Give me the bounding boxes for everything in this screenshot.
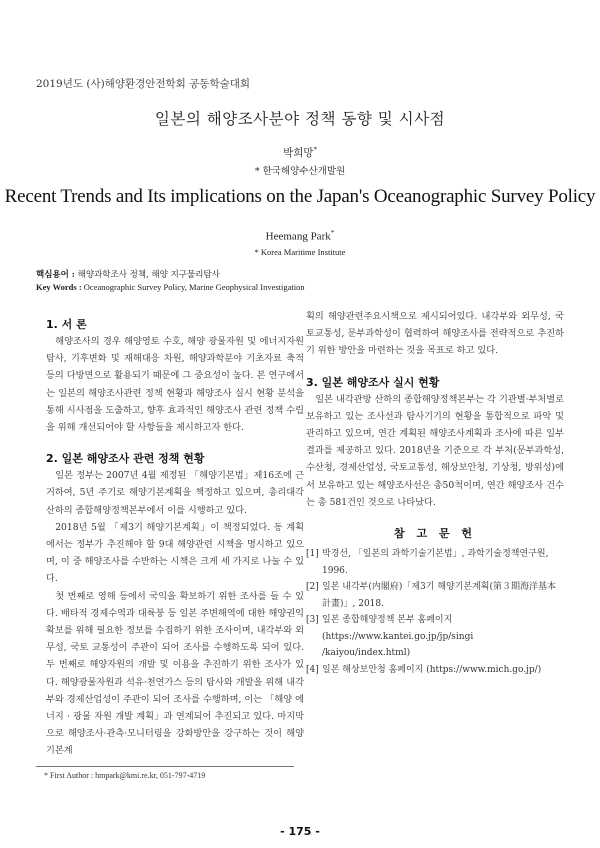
section-2-paragraph-3: 첫 번째로 영해 등에서 국익을 확보하기 위한 조사를 들 수 있다. 배타적 경제수역과 대륙붕 등 일본 주변해역에 대한 해양권익 확보를 위해 필요한 정보를 수집하기 위한 조사이며, 내각부와 외무성, 국토 교통성이 주관이 되어 조사를 수행하도록 되어 있다. 두 번째로 해양자원의 개발 및 이용을 추진하기 위한 조사가 있다. 해양광물자원과 석유·천연가스 등의 탐사와 개발을 위해 내각부와 경제산업성이 주관이 되어 조사를 수행하며, 이는 「해양 에너지 · 광물 자원 개발 계획」과 연계되어 추진되고 있다. 마지막으로 해양조사·관측·모니터링을 강화방안을 강구하는 것이 해양기본계 (46, 590, 304, 757)
reference-text: 일본 내각부(内閣府)「제3기 해양기본계획(第３期海洋基本計畫)」, 2018. (322, 582, 557, 609)
footnote: * First Author : hmpark@kmi.re.kr, 051-797-4719 (44, 771, 206, 780)
references-title: 참 고 문 헌 (394, 527, 476, 541)
korean-title: 일본의 해양조사분야 정책 동향 및 시사점 (154, 110, 446, 128)
reference-item (306, 612, 564, 662)
section-2-heading: 2. 일본 해양조사 관련 정책 현황 (46, 452, 205, 466)
korean-affiliation: * 한국해양수산개발원 (254, 166, 346, 177)
reference-text: 일본 해상보안청 홈페이지 (https://www.mich.go.jp/) (322, 664, 542, 675)
english-title: Recent Trends and Its implications on the Japan's Oceanographic Survey Policy (4, 186, 596, 207)
reference-text: 일본 종합해양정책 본부 홈페이지(https://www.kantei.go.jp/jp/singi /kaiyou/index.html) (322, 615, 474, 659)
section-3-heading: 3. 일본 해양조사 실시 현황 (306, 375, 440, 389)
korean-author-name: 박희망 (283, 147, 314, 159)
section-1-paragraph: 해양조사의 경우 해양영토 수호, 해양 광물자원 및 에너지자원 탐사, 기후변화 및 재해대응 차원, 해양과학분야 기초자료 축적 등의 다방면으로 활용되기 때문에 그 중요성이 높다. 본 연구에서는 일본의 해양조사관련 정책 현황과 해양조사 실시 현황 분석을 통해 시사점을 도출하고, 향후 효과적인 해양조사 관련 정책 수립을 위해 개선되어야 할 사항들을 제시하고자 한다. (46, 336, 304, 434)
korean-keywords (36, 268, 220, 280)
page-number: - 175 - (280, 825, 320, 838)
reference-item (306, 579, 564, 612)
reference-number: [4] (306, 664, 319, 675)
english-keywords-label: Key Words : (36, 282, 82, 292)
english-author (0, 229, 600, 243)
reference-item (306, 546, 564, 579)
korean-author (0, 145, 600, 160)
english-author-mark: * (330, 229, 335, 237)
english-keywords-text: Oceanographic Survey Policy, Marine Geophysical Investigation (83, 282, 305, 292)
reference-number: [2] (306, 582, 319, 593)
section-2-continuation: 획의 해양관련주요시책으로 제시되어있다. 내각부와 외무성, 국토교통성, 문부과학성이 협력하여 해양조사를 전략적으로 추진하기 위한 방안을 마련하는 것을 목표로 하고 있다. (306, 311, 564, 357)
right-column (306, 308, 564, 678)
reference-number: [3] (306, 615, 319, 626)
conference-header: 2019년도 (사)해양환경안전학회 공동학술대회 (36, 78, 251, 90)
english-keywords (36, 282, 305, 292)
left-column (46, 308, 304, 760)
section-2-paragraph-1: 일본 정부는 2007년 4월 제정된 「해양기본법」제16조에 근거하여, 5년 주기로 해양기본계획을 책정하고 있으며, 총리대각 산하의 종합해양정책본부에서 이를 시행하고 있다. (46, 470, 304, 516)
reference-number: [1] (306, 549, 319, 560)
reference-item (306, 662, 564, 679)
section-1-heading: 1. 서 론 (46, 318, 87, 331)
section-3-paragraph: 일본 내각관방 산하의 종합해양정책본부는 각 기관별·부처별로 보유하고 있는 조사선과 탐사기기의 현황을 통합적으로 파악 및 관리하고 있으며, 연간 계획된 해양조사계획과 조사에 따른 일부 결과를 제공하고 있다. 2018년을 기준으로 각 부처(문부과학성, 수산청, 경제산업성, 국토교통성, 해상보안청, 기상청, 방위성)에서 보유하고 있는 해양조사선은 총50척이며, 연간 해양조사 건수는 총 581건인 것으로 나타났다. (306, 393, 564, 508)
korean-keywords-label: 핵심용어 : (36, 270, 75, 280)
english-author-name: Heemang Park (265, 230, 331, 243)
reference-text: 박경선, 「일본의 과학기술기본법」, 과학기술정책연구원, 1996. (322, 549, 549, 576)
section-2-paragraph-2: 2018년 5월 「제3기 해양기본계획」이 책정되었다. 동 계획에서는 정부가 추진해야 할 9대 해양관련 시책을 명시하고 있으며, 이 중 해양조사를 수반하는 시책은 크게 세 가지로 나눌 수 있다. (46, 521, 304, 585)
footnote-divider (36, 766, 294, 767)
korean-author-mark: * (313, 145, 317, 154)
korean-keywords-text: 해양과학조사 정책, 해양 지구물리탐사 (77, 270, 220, 280)
english-affiliation: * Korea Maritime Institute (254, 247, 346, 257)
